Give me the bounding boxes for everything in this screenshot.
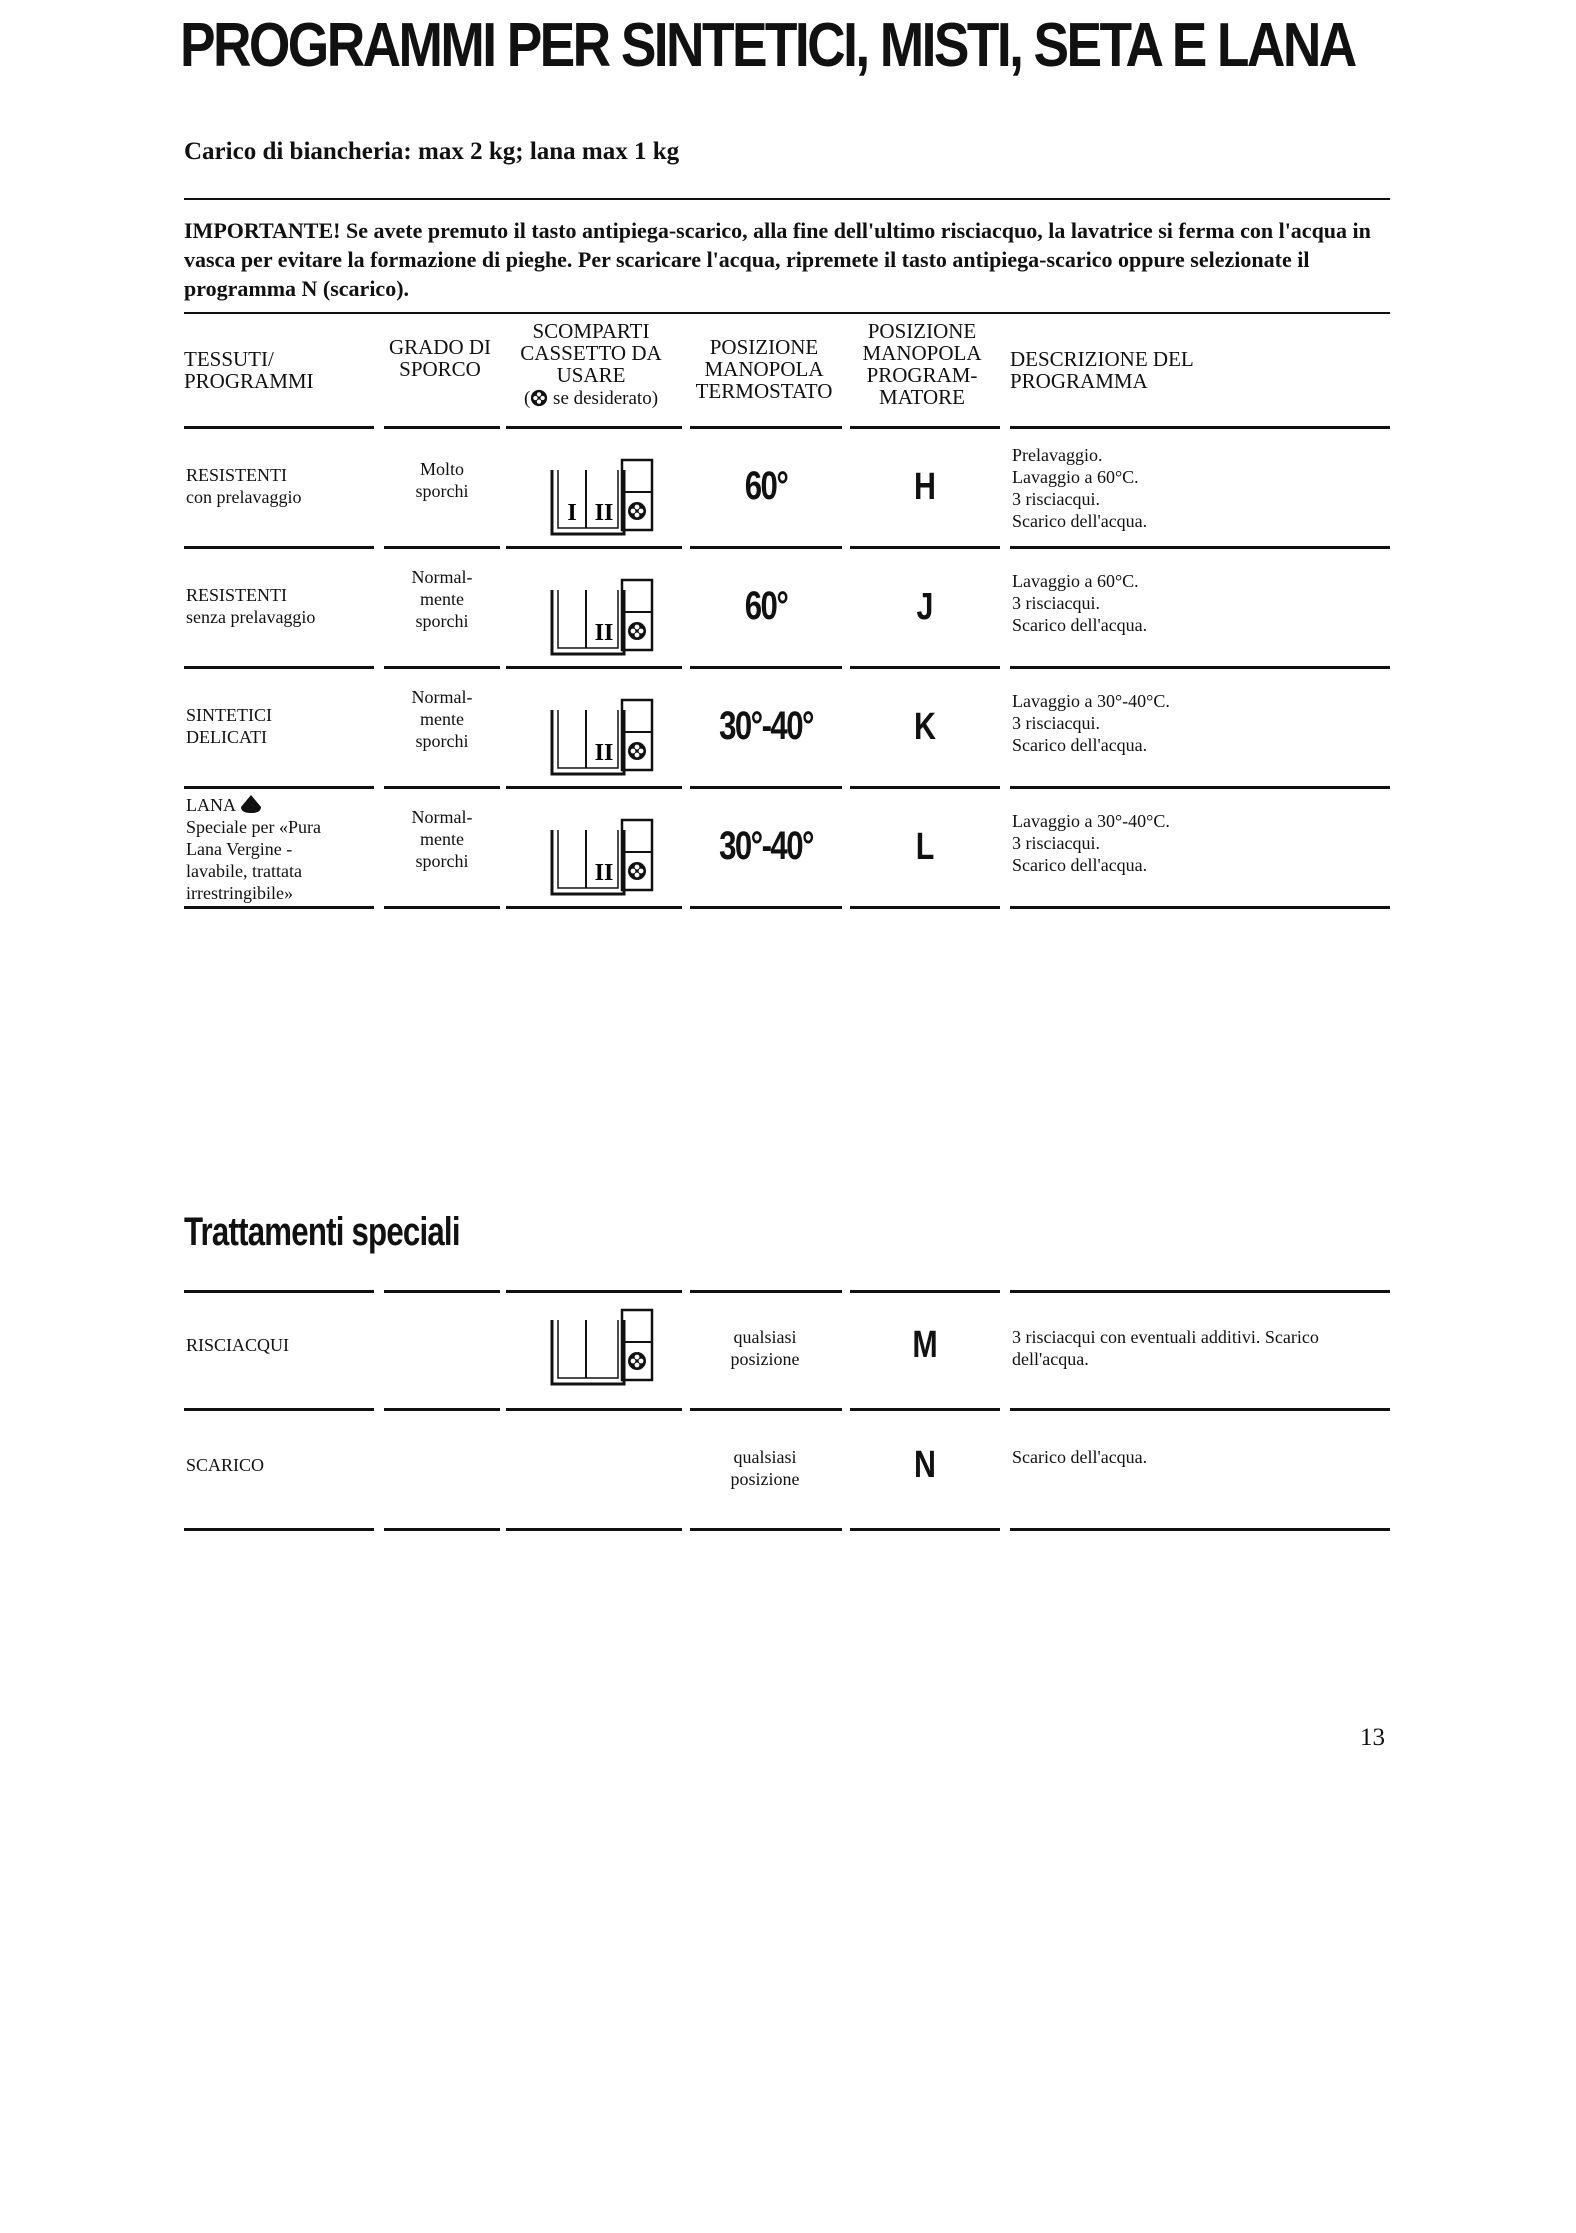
table-rule xyxy=(184,786,374,789)
description-line: Lavaggio a 30°-40°C. xyxy=(1012,811,1170,831)
special-title: Trattamenti speciali xyxy=(184,1210,460,1254)
description-line: Scarico dell'acqua. xyxy=(1012,735,1148,755)
table-rule xyxy=(184,1408,374,1411)
program-letter: H xyxy=(914,466,936,508)
table-rule xyxy=(384,906,500,909)
table-rule xyxy=(184,426,374,429)
table-rule xyxy=(690,1290,842,1293)
table-rule xyxy=(850,786,1000,789)
svg-text:II: II xyxy=(594,620,614,646)
table-rule xyxy=(1010,666,1390,669)
description-line: Lavaggio a 60°C. xyxy=(1012,467,1139,487)
table-rule xyxy=(850,906,1000,909)
header-programmer: POSIZIONE MANOPOLA PROGRAM- MATORE xyxy=(862,319,982,409)
load-info: Carico di biancheria: max 2 kg; lana max 1 kg xyxy=(184,138,680,165)
table-rule xyxy=(506,1408,682,1411)
table-rule xyxy=(506,546,682,549)
table-rule xyxy=(506,666,682,669)
page-title: PROGRAMMI PER SINTETICI, MISTI, SETA E LANA xyxy=(180,11,1355,80)
table-rule xyxy=(1010,786,1390,789)
program-letter: M xyxy=(912,1324,938,1366)
page-number: 13 xyxy=(1360,1724,1385,1751)
table-rule xyxy=(850,666,1000,669)
table-rule xyxy=(506,1290,682,1293)
description-line: Scarico dell'acqua. xyxy=(1012,511,1148,531)
description-line: Lavaggio a 30°-40°C. xyxy=(1012,691,1170,711)
table-rule xyxy=(184,906,374,909)
thermo-cell: qualsiasi posizione xyxy=(730,1447,800,1489)
description-cell xyxy=(1012,570,1372,636)
soil-cell: Normal- mente sporchi xyxy=(411,567,473,631)
temp-value: 60° xyxy=(744,464,788,508)
table-rule xyxy=(690,786,842,789)
fabric-main: RESISTENTI xyxy=(186,465,287,485)
table-rule xyxy=(1010,906,1390,909)
program-letter: L xyxy=(915,826,935,868)
fabric-cell xyxy=(186,464,366,508)
description-cell xyxy=(1012,810,1372,876)
header-fabric: TESSUTI/ PROGRAMMI xyxy=(184,347,314,393)
temp-value: 30°-40° xyxy=(719,824,813,868)
fabric-cell: SCARICO xyxy=(186,1455,265,1475)
table-rule xyxy=(384,1528,500,1531)
table-rule xyxy=(184,546,374,549)
svg-text:I: I xyxy=(567,500,577,526)
table-rule xyxy=(690,906,842,909)
drawer-icon xyxy=(548,456,658,540)
table-rule xyxy=(690,666,842,669)
table-rule xyxy=(690,1408,842,1411)
table-rule xyxy=(850,426,1000,429)
table-rule xyxy=(384,786,500,789)
description-line: 3 risciacqui. xyxy=(1012,593,1100,613)
table-rule xyxy=(384,546,500,549)
description-line: Scarico dell'acqua. xyxy=(1012,615,1148,635)
table-rule xyxy=(184,1290,374,1293)
table-rule xyxy=(506,906,682,909)
fabric-main: SINTETICI xyxy=(186,705,272,725)
table-rule xyxy=(1010,546,1390,549)
program-letter: K xyxy=(914,706,936,748)
fabric-cell: RISCIACQUI xyxy=(186,1335,290,1355)
description-cell xyxy=(1012,690,1372,756)
divider xyxy=(184,198,1390,200)
table-rule xyxy=(850,546,1000,549)
table-rule xyxy=(850,1528,1000,1531)
warning-text: IMPORTANTE! Se avete premuto il tasto antipiega-scarico, alla fine dell'ultimo risciacquo, la lavatrice si ferma con l'acqua in vasca per evitare la formazione di pieghe. Per scaricare l'acqua, ripremete il tasto antipiega-scarico oppure selezionate il programma N (scarico). xyxy=(184,218,1371,301)
header-drawer: SCOMPARTI CASSETTO DA USARE ( se desiderato) xyxy=(520,319,662,409)
soil-cell: Molto sporchi xyxy=(415,459,469,501)
table-rule xyxy=(1010,1290,1390,1293)
drawer-icon xyxy=(548,576,658,660)
table-rule xyxy=(384,1408,500,1411)
soil-cell: Normal- mente sporchi xyxy=(411,807,473,871)
thermo-cell: qualsiasi posizione xyxy=(730,1327,800,1369)
table-rule xyxy=(384,666,500,669)
description-cell xyxy=(1012,444,1372,532)
fabric-sub: Speciale per «Pura Lana Vergine - lavabile, trattata irrestringibile» xyxy=(186,817,321,903)
table-rule xyxy=(384,1290,500,1293)
header-description: DESCRIZIONE DEL PROGRAMMA xyxy=(1010,347,1193,393)
fabric-cell xyxy=(186,584,366,628)
description-line: 3 risciacqui. xyxy=(1012,489,1100,509)
header-thermo: POSIZIONE MANOPOLA TERMOSTATO xyxy=(695,335,833,403)
fabric-main: LANA xyxy=(186,795,235,815)
table-rule xyxy=(384,426,500,429)
temp-value: 30°-40° xyxy=(719,704,813,748)
svg-text:II: II xyxy=(594,740,614,766)
svg-text:II: II xyxy=(594,500,614,526)
table-rule xyxy=(506,786,682,789)
drawer-icon xyxy=(548,816,658,900)
header-drawer-label: SCOMPARTI CASSETTO DA USARE xyxy=(520,319,662,387)
table-rule xyxy=(1010,1528,1390,1531)
description-line: Lavaggio a 60°C. xyxy=(1012,571,1139,591)
table-rule xyxy=(506,1528,682,1531)
program-letter: N xyxy=(914,1444,936,1486)
description-line: 3 risciacqui. xyxy=(1012,713,1100,733)
temp-value: 60° xyxy=(744,584,788,628)
table-rule xyxy=(690,546,842,549)
table-rule xyxy=(690,426,842,429)
table-rule xyxy=(184,666,374,669)
table-rule xyxy=(690,1528,842,1531)
description-cell: Scarico dell'acqua. xyxy=(1012,1447,1148,1467)
wool-icon xyxy=(240,794,262,814)
table-rule xyxy=(850,1408,1000,1411)
header-soil: GRADO DI SPORCO xyxy=(388,335,492,381)
program-letter: J xyxy=(916,586,934,628)
table-rule xyxy=(1010,1408,1390,1411)
fabric-main: RESISTENTI xyxy=(186,585,287,605)
table-rule xyxy=(850,1290,1000,1293)
svg-text:II: II xyxy=(594,860,614,886)
fabric-cell xyxy=(186,794,356,904)
table-rule xyxy=(1010,426,1390,429)
soil-cell: Normal- mente sporchi xyxy=(411,687,473,751)
divider xyxy=(184,312,1390,314)
table-rule xyxy=(184,1528,374,1531)
table-rule xyxy=(506,426,682,429)
description-line: 3 risciacqui. xyxy=(1012,833,1100,853)
drawer-icon xyxy=(548,696,658,780)
fabric-sub: DELICATI xyxy=(186,727,267,747)
drawer-icon xyxy=(548,1306,658,1390)
header-drawer-note: se desiderato) xyxy=(553,388,659,409)
description-line: Scarico dell'acqua. xyxy=(1012,855,1148,875)
fabric-cell xyxy=(186,704,366,748)
fabric-sub: senza prelavaggio xyxy=(186,607,316,627)
fabric-sub: con prelavaggio xyxy=(186,487,302,507)
flower-icon xyxy=(530,389,548,407)
description-cell: 3 risciacqui con eventuali additivi. Scarico dell'acqua. xyxy=(1012,1327,1319,1369)
description-line: Prelavaggio. xyxy=(1012,445,1103,465)
